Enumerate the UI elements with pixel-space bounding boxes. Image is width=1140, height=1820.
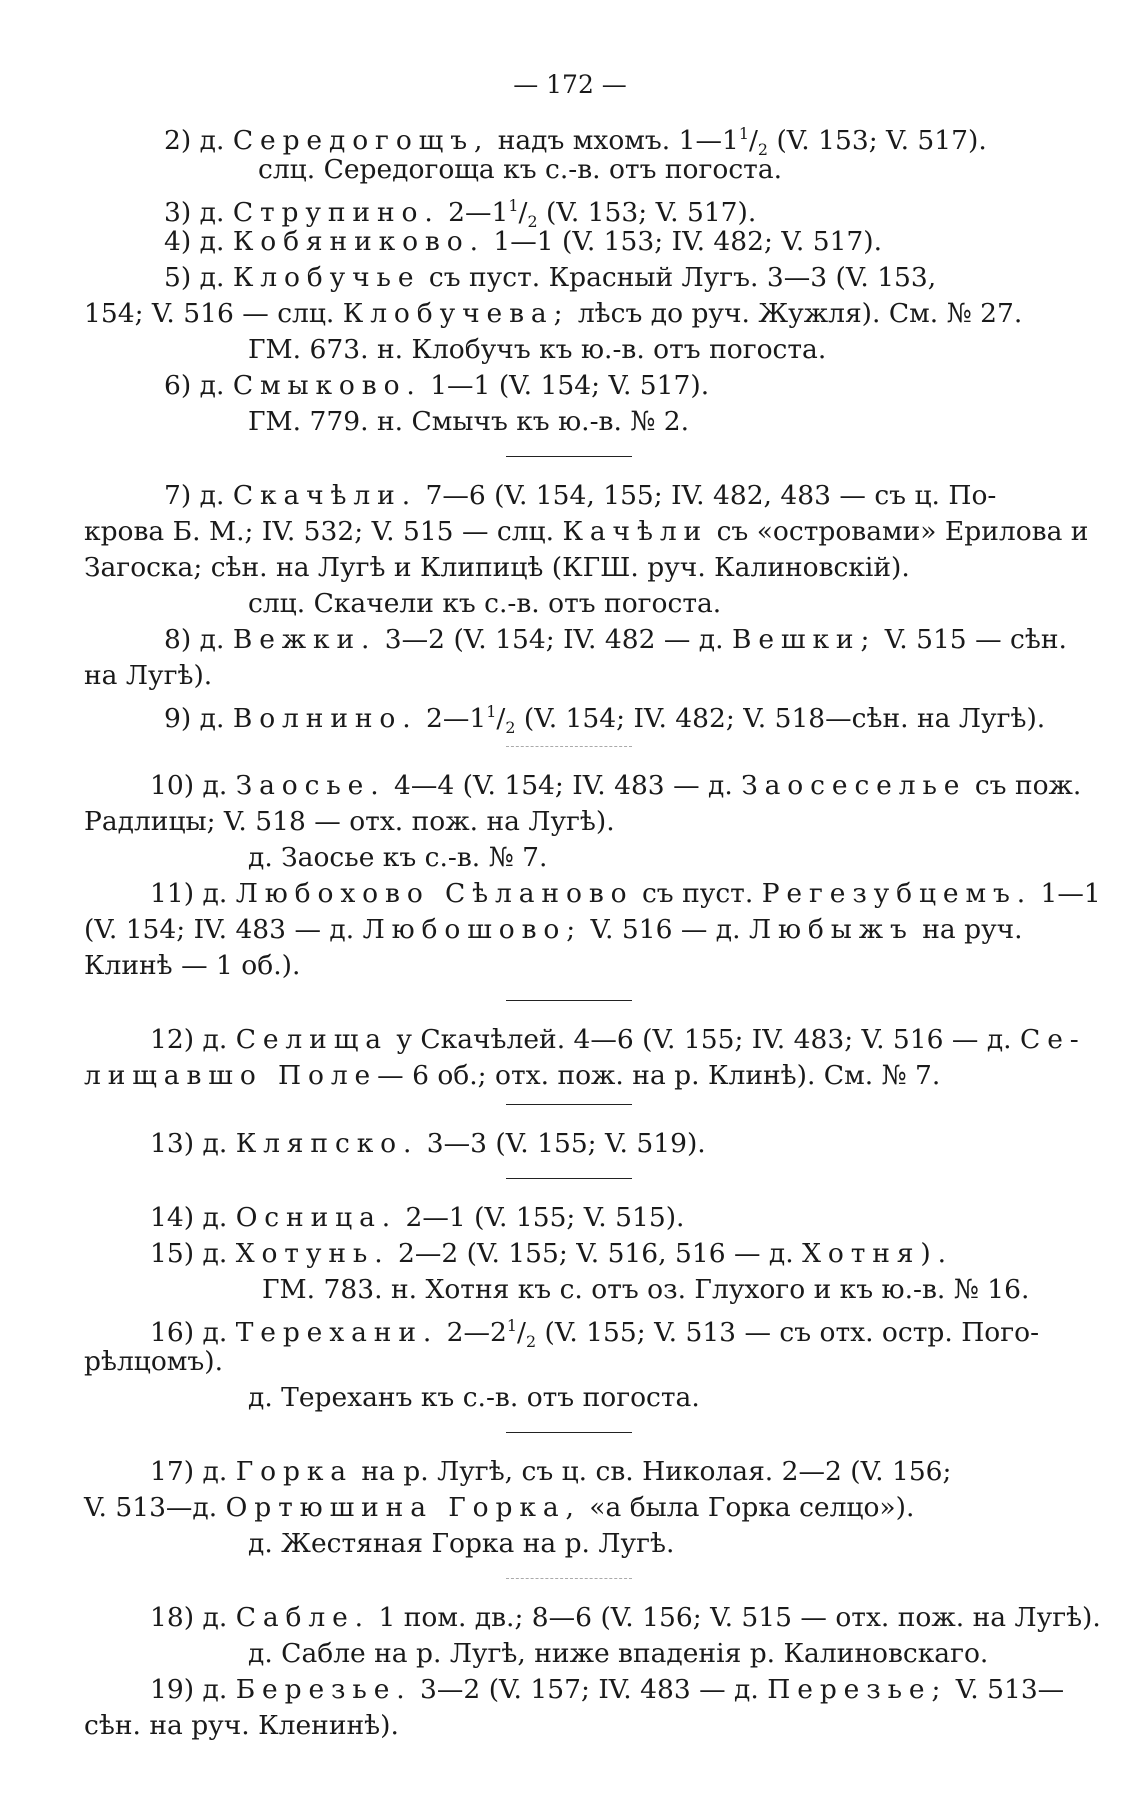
entry-12-line-2: лищавшо Поле— 6 об.; отх. пож. на р. Клинѣ). См. № 7. — [84, 1060, 941, 1091]
entry-17-line-1: 17) д. Горка на р. Лугѣ, съ ц. св. Николая. 2—2 (V. 156; — [150, 1456, 952, 1487]
entry-6-note: ГМ. 779. н. Смычъ къ ю.-в. № 2. — [248, 406, 690, 437]
section-divider — [506, 1000, 632, 1001]
entry-17-note: д. Жестяная Горка на р. Лугѣ. — [248, 1528, 675, 1559]
entry-11-line-1: 11) д. Любохово Сѣланово съ пуст. Регезубцемъ. 1—1 — [150, 878, 1101, 909]
entry-19-line-1: 19) д. Березье. 3—2 (V. 157; IV. 483 — д. Перезье; V. 513— — [150, 1674, 1065, 1705]
section-divider — [506, 1104, 632, 1105]
entry-11-line-3: Клинѣ — 1 об.). — [84, 950, 301, 981]
entry-18-note: д. Сабле на р. Лугѣ, ниже впаденія р. Калиновскаго. — [248, 1638, 989, 1669]
entry-16-note: д. Тереханъ къ с.-в. отъ погоста. — [248, 1382, 700, 1413]
entry-18-line-1: 18) д. Сабле. 1 пом. дв.; 8—6 (V. 156; V. 515 — отх. пож. на Лугѣ). — [150, 1602, 1101, 1633]
entry-7-line-1: 7) д. Скачѣли. 7—6 (V. 154, 155; IV. 482, 483 — съ ц. По- — [164, 480, 997, 511]
entry-5-line-1: 5) д. Клобучье съ пуст. Красный Лугъ. 3—3 (V. 153, — [164, 262, 937, 293]
entry-16-line-2: рѣлцомъ). — [84, 1346, 224, 1377]
entry-7-line-2: крова Б. М.; IV. 532; V. 515 — слц. Качѣли съ «островами» Ерилова и — [84, 516, 1089, 547]
entry-8-line-1: 8) д. Вежки. 3—2 (V. 154; IV. 482 — д. Вешки; V. 515 — сѣн. — [164, 624, 1067, 655]
entry-6-line-1: 6) д. Смыково. 1—1 (V. 154; V. 517). — [164, 370, 710, 401]
section-divider — [506, 1578, 632, 1579]
entry-7-note: слц. Скачели къ с.-в. отъ погоста. — [248, 588, 722, 619]
entry-8-line-2: на Лугѣ). — [84, 660, 213, 691]
entry-12-line-1: 12) д. Селища у Скачѣлей. 4—6 (V. 155; IV. 483; V. 516 — д. Се- — [150, 1024, 1086, 1055]
entry-14-line-1: 14) д. Осница. 2—1 (V. 155; V. 515). — [150, 1202, 685, 1233]
entry-7-line-3: Загоска; сѣн. на Лугѣ и Клипицѣ (КГШ. руч. Калиновскій). — [84, 552, 910, 583]
entry-15-line-1: 15) д. Хотунь. 2—2 (V. 155; V. 516, 516 — д. Хотня). — [150, 1238, 953, 1269]
entry-5-line-2: 154; V. 516 — слц. Клобучева; лѣсъ до руч. Жужля). См. № 27. — [84, 298, 1023, 329]
section-divider — [506, 746, 632, 747]
entry-11-line-2: (V. 154; IV. 483 — д. Любошово; V. 516 — д. Любыжъ на руч. — [84, 914, 1023, 945]
entry-5-note: ГМ. 673. н. Клобучъ къ ю.-в. отъ погоста. — [248, 334, 827, 365]
entry-15-note: ГМ. 783. н. Хотня къ с. отъ оз. Глухого и къ ю.-в. № 16. — [262, 1274, 1030, 1305]
section-divider — [506, 1178, 632, 1179]
entry-16-line-1: 16) д. Терехани. $2—2^1/_2$ (V. 155; V. 513 — съ отх. остр. Пого- — [150, 1316, 1040, 1352]
entry-3-line-1: 3) д. Струпино. $2—1^1/_2$ (V. 153; V. 517). — [164, 196, 757, 232]
entry-2-note: слц. Середогоща къ с.-в. отъ погоста. — [258, 154, 783, 185]
entry-17-line-2: V. 513—д. Ортюшина Горка, «а была Горка селцо»). — [84, 1492, 915, 1523]
entry-2-line-1: 2) д. Середогощъ, надъ мхомъ. $1—1^1/_2$ (V. 153; V. 517). — [164, 124, 987, 160]
entry-4-line-1: 4) д. Кобяниково. 1—1 (V. 153; IV. 482; V. 517). — [164, 226, 883, 257]
entry-10-line-1: 10) д. Заосье. 4—4 (V. 154; IV. 483 — д. Заосеселье съ пож. — [150, 770, 1082, 801]
section-divider — [506, 1432, 632, 1433]
entry-19-line-2: сѣн. на руч. Кленинѣ). — [84, 1710, 399, 1741]
entry-10-line-2: Радлицы; V. 518 — отх. пож. на Лугѣ). — [84, 806, 615, 837]
entry-9-line-1: 9) д. Волнино. $2—1^1/_2$ (V. 154; IV. 482; V. 518—сѣн. на Лугѣ). — [164, 702, 1046, 738]
page-number: — 172 — — [513, 70, 627, 99]
entry-10-note: д. Заосье къ с.-в. № 7. — [248, 842, 548, 873]
section-divider — [506, 456, 632, 457]
entry-13-line-1: 13) д. Кляпско. 3—3 (V. 155; V. 519). — [150, 1128, 706, 1159]
